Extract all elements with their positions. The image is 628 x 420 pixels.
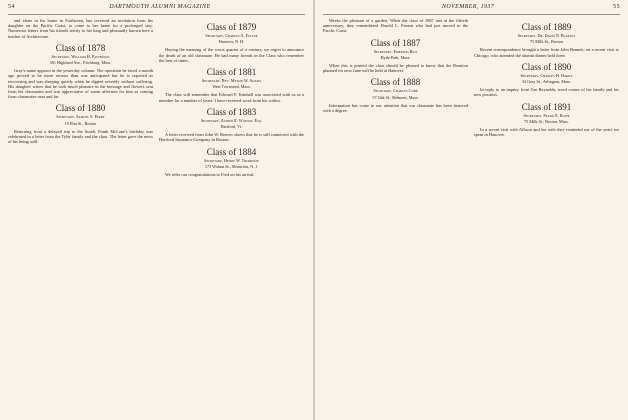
- address-line: 19 Elm St., Boston: [64, 120, 97, 126]
- secretary-line: Secretary, Alfred E. Watson, Esq.: [201, 117, 262, 123]
- address-line: 57 Oak St., Belmont, Mass.: [372, 94, 419, 100]
- class-heading: Class of 1888: [370, 77, 421, 88]
- address-line: Hyde Park, Mass.: [380, 54, 411, 60]
- class-notes: In reply to an inquiry from Jim Reynolds, word comes of his family and his new position.: [474, 87, 619, 98]
- address-line: 173 Walnut St., Montclair, N. J.: [204, 163, 259, 169]
- class-notes: Returning from a delayed trip to the South, Frank McLane's birthday was celebrated in a letter from the Tyler family and the class. The letter gave the news of his being well.: [8, 128, 153, 145]
- class-notes: The class will remember that Edward F. Kimball was associated with us as a member for a number of years. I have received word from his widow.: [159, 92, 304, 103]
- class-notes: Information has come to our attention that our classmate has been honored with a degree.: [323, 102, 468, 114]
- secretary-line: Secretary, Emerson Rice: [373, 48, 418, 54]
- right-column-2: [474, 18, 619, 138]
- running-title: DARTMOUTH ALUMNI MAGAZINE: [109, 4, 211, 10]
- running-title: NOVEMBER, 1937: [441, 4, 495, 10]
- page-number: 54: [8, 4, 15, 10]
- class-heading: Class of 1878: [55, 42, 106, 53]
- address-line: 34 Gray St., Arlington, Mass.: [521, 79, 572, 85]
- class-heading: Class of 1890: [521, 61, 572, 72]
- secretary-line: Secretary, Henry W. Thompson: [204, 157, 259, 163]
- secretary-line: Secretary, Frank E. Rowe: [523, 112, 570, 118]
- right-page: [315, 0, 628, 420]
- secretary-line: Secretary, Charles Cobb: [373, 88, 418, 94]
- left-column-2: [159, 18, 304, 178]
- secretary-line: Secretary, Dr. David N. Blakely: [517, 33, 576, 38]
- left-column-1: [8, 18, 153, 178]
- class-heading: Class of 1889: [521, 22, 572, 32]
- class-heading: Class of 1880: [55, 103, 106, 114]
- class-notes: In a recent visit with Allison and his wife they reminded me of the years we spent in Hanover.: [474, 127, 619, 138]
- class-notes: A letter received from John W. Reaves shows that he is still connected with the Hartford Insurance Company in Boston.: [159, 132, 304, 143]
- left-page: [0, 0, 313, 420]
- class-heading: Class of 1883: [206, 106, 257, 117]
- secretary-line: Secretary, Samuel S. Perry: [56, 114, 105, 120]
- class-heading: Class of 1891: [521, 101, 572, 112]
- secretary-line: Secretary, Rev. Myron W. Adams: [201, 78, 262, 84]
- class-notes: Haying the meaning of the worst quarter of a century, we regret to announce the death of an old classmate. He had many friends in the Class who remember the best of times.: [159, 47, 304, 63]
- right-running-head: [323, 4, 620, 12]
- secretary-line: Secretary, Charles A. Fuller: [205, 33, 258, 38]
- class-notes: When this is printed the class should be pleased to know that the Reunion planned for next June will be held at Hanover.: [323, 63, 468, 74]
- class-heading: Class of 1881: [206, 67, 257, 78]
- class-notes: Gray's name appears in the yesterday column. The operation he faced a month ago proved to be more serious than was anticipated but he is reported as recovering and was sleeping quietly when he dipped severely without suffering. His daughter writes that he took much pleasure in the message and flowers sent from his classmates and was appreciative of warm affection for him as coming from classmates near and far.: [8, 68, 153, 100]
- page-number: 55: [613, 4, 620, 10]
- address-line: 301 Highland Ave., Fitchburg, Mass.: [49, 60, 112, 66]
- address-line: Hanover, N. H.: [218, 39, 245, 45]
- address-line: 75 Milk St., Boston, Mass.: [524, 118, 569, 124]
- class-heading: Class of 1879: [206, 22, 257, 32]
- intro-paragraph: Weeks the pleasure of a garden. When the class of 1887 met at the fiftieth anniversary, they remembered Harold L. Fenton who had just moved to the Pacific Coast.: [323, 18, 468, 34]
- class-heading: Class of 1887: [370, 37, 421, 48]
- class-heading: Class of 1884: [206, 146, 257, 157]
- secretary-line: Secretary, Charles H. Hardy: [520, 72, 573, 78]
- address-line: Hartford, Vt.: [220, 124, 243, 130]
- address-line: 75 Milk St., Boston: [530, 39, 563, 45]
- class-notes: Recent correspondence brought a letter from John Bennett, on a recent visit to Chicago, who attended the alumni dinner held there.: [474, 47, 619, 58]
- divider: [323, 14, 620, 15]
- secretary-line: Secretary, William H. Patterson: [51, 53, 110, 59]
- class-notes: We offer our congratulations to Fred on his arrival.: [165, 172, 255, 178]
- intro-paragraph: and alone in his home in Fairhaven, has received an invitation from his daughter on the Pacific Coast, to come to her home for a prolonged stay. Numerous letters from his friends testify to his long and pleasantly known here a teacher of Architecture.: [8, 18, 153, 39]
- left-running-head: [8, 4, 305, 12]
- address-line: West Townsend, Mass.: [212, 84, 251, 90]
- right-column-1: [323, 18, 468, 138]
- divider: [8, 14, 305, 15]
